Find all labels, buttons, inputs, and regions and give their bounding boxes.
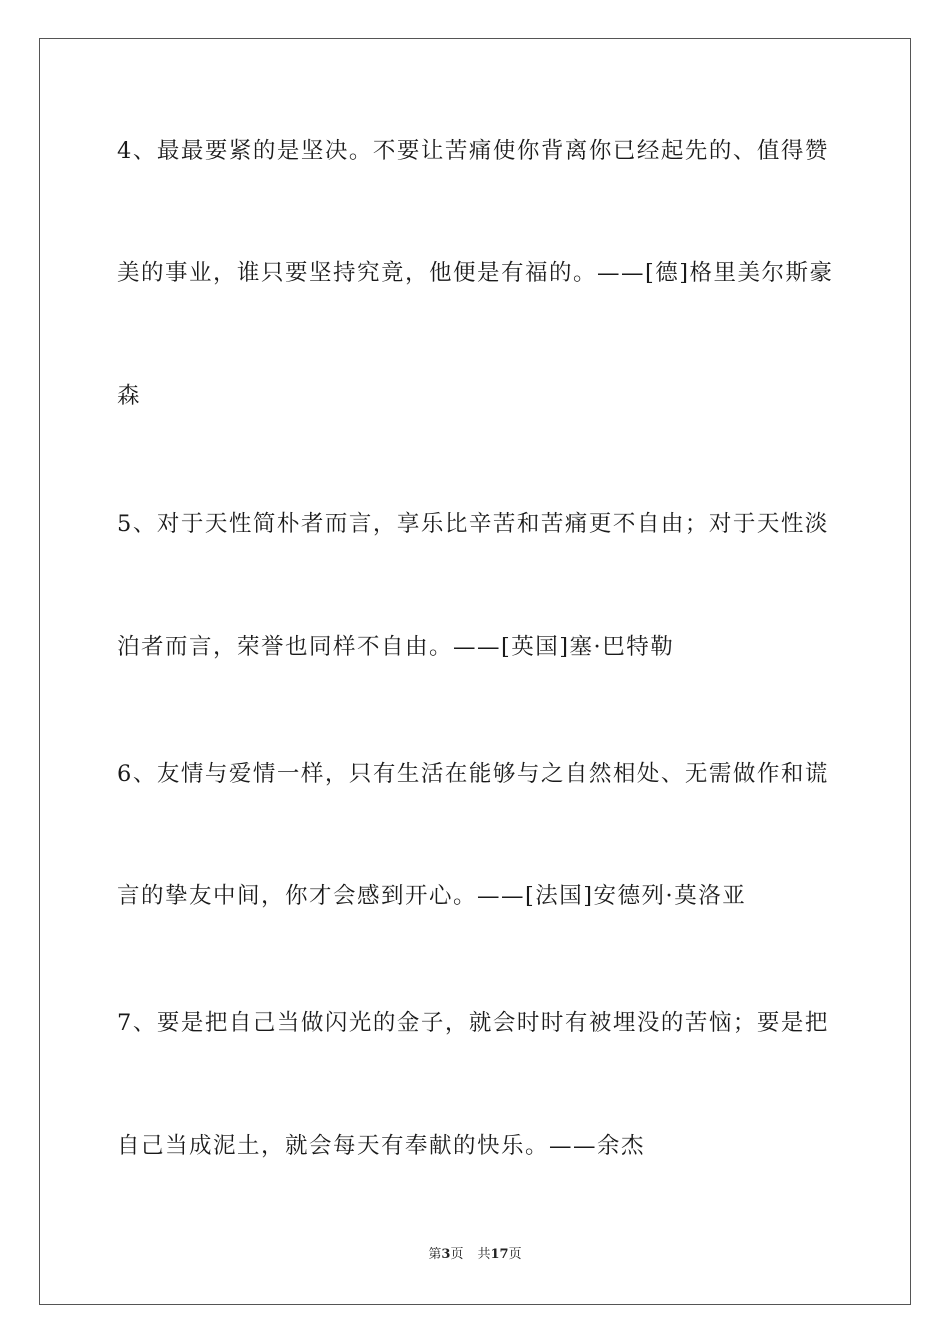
page-border: [39, 38, 911, 1305]
page-number: 第3页: [428, 1247, 464, 1262]
page-footer: [0, 1246, 950, 1264]
text-line: 5、对于天性简朴者而言，享乐比辛苦和苦痛更不自由；对于天性淡: [117, 511, 829, 537]
text-line: 7、要是把自己当做闪光的金子，就会时时有被埋没的苦恼；要是把: [117, 1010, 829, 1036]
text-line: 美的事业，谁只要坚持究竟，他便是有福的。——[德]格里美尔斯豪: [117, 260, 834, 286]
text-line: 森: [117, 383, 142, 409]
text-line: 6、友情与爱情一样，只有生活在能够与之自然相处、无需做作和谎: [117, 761, 829, 787]
text-line: 自己当成泥土，就会每天有奉献的快乐。——余杰: [117, 1133, 646, 1159]
total-pages: 共17页: [477, 1247, 522, 1262]
text-line: 泊者而言，荣誉也同样不自由。——[英国]塞·巴特勒: [117, 634, 675, 660]
text-line: 4、最最要紧的是坚决。不要让苦痛使你背离你已经起先的、值得赞: [117, 138, 829, 164]
text-line: 言的挚友中间，你才会感到开心。——[法国]安德列·莫洛亚: [117, 883, 747, 909]
